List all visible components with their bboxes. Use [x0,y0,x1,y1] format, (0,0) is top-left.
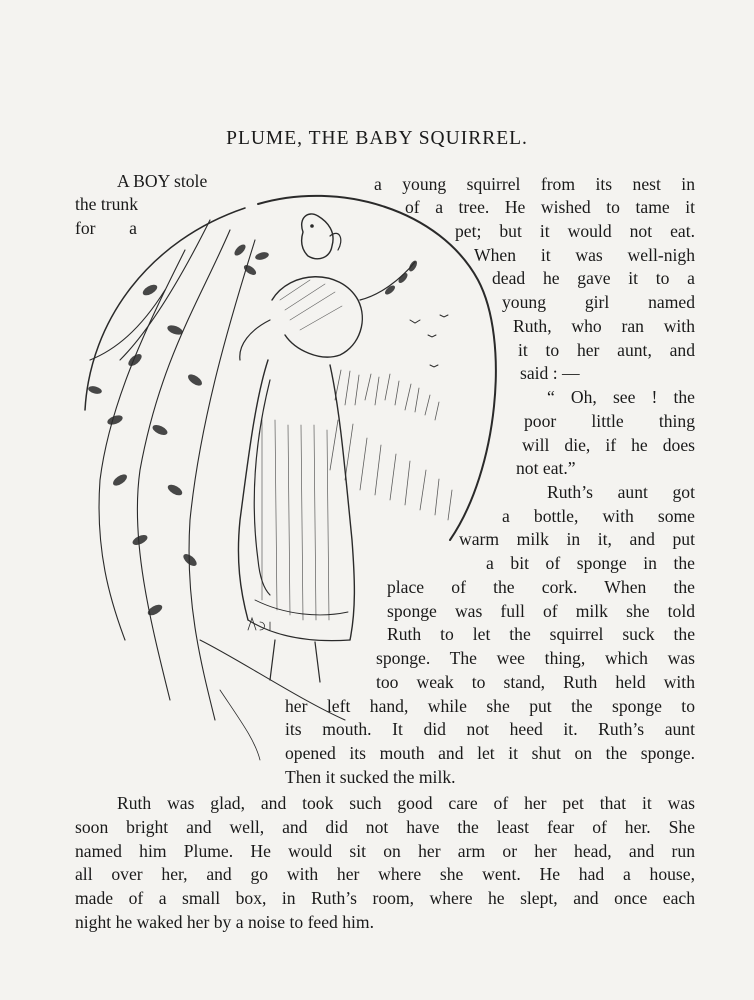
text-line-8: dead he gave it to a [492,268,695,288]
text-line-9: young girl named [502,292,695,312]
text-line-11: it to her aunt, and [518,340,695,360]
text-line-26: her left hand, while she put the sponge to [285,696,695,716]
text-line-20: a bit of sponge in the [486,553,695,573]
text-line-21: place of the cork. When the [387,577,695,597]
page-title: PLUME, THE BABY SQUIRREL. [226,128,528,149]
text-line-1: A BOY stole [117,171,208,191]
text-line-34: made of a small box, in Ruth’s room, where he slept, and once each [75,888,695,908]
text-line-10: Ruth, who ran with [513,316,695,336]
text-line-22: sponge was full of milk she told [387,601,695,621]
text-line-30: Ruth was glad, and took such good care of her pet that it was [117,793,695,813]
text-line-6: pet; but it would not eat. [455,221,695,241]
text-line-13: “ Oh, see ! the [547,387,695,407]
text-line-32: named him Plume. He would sit on her arm or her head, and run [75,841,695,861]
text-line-12: said : — [520,363,580,383]
text-line-4: of a tree. He wished to tame it [405,197,695,217]
text-line-31: soon bright and well, and did not have the least fear of her. She [75,817,695,837]
text-line-7: When it was well-nigh [474,245,695,265]
text-line-2: a young squirrel from its nest in [374,174,695,194]
text-line-24: sponge. The wee thing, which was [376,648,695,668]
text-line-29: Then it sucked the milk. [285,767,456,787]
text-line-14: poor little thing [524,411,695,431]
text-line-35: night he waked her by a noise to feed him. [75,912,375,932]
text-line-3: the trunk [75,194,139,214]
text-line-16: not eat.” [516,458,576,478]
text-line-23: Ruth to let the squirrel suck the [387,624,695,644]
text-line-27: its mouth. It did not heed it. Ruth’s aunt [285,719,695,739]
text-line-19: warm milk in it, and put [459,529,695,549]
text-line-5: for a [75,218,137,238]
text-line-33: all over her, and go with her where she went. He had a house, [75,864,695,884]
text-line-18: a bottle, with some [502,506,695,526]
text-line-28: opened its mouth and let it shut on the sponge. [285,743,695,763]
text-line-25: too weak to stand, Ruth held with [376,672,695,692]
text-line-17: Ruth’s aunt got [547,482,695,502]
text-line-15: will die, if he does [522,435,695,455]
